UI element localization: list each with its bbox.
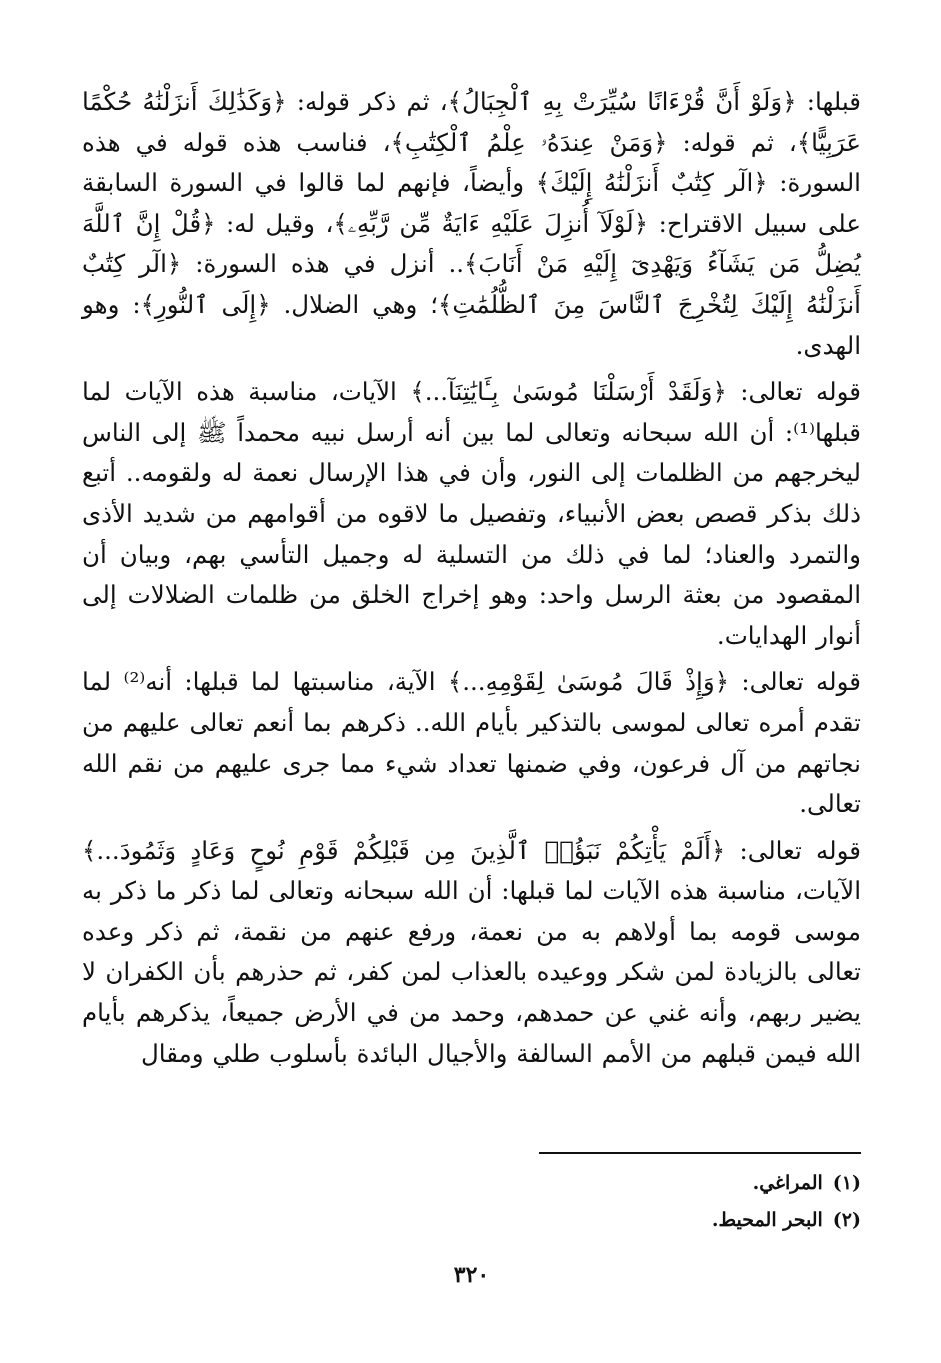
- footnote-2-text: البحر المحيط.: [711, 1209, 823, 1231]
- paragraph-2: قوله تعالى: ﴿وَلَقَدْ أَرْسَلْنَا مُوسَىٰ بِـَٔايَٰتِنَآ...﴾ الآيات، مناسبة هذه الآيات لما قبلها⁽¹⁾: أن الله سبحانه وتعالى لما بين أنه أرسل نبيه محمداً ﷺ إلى الناس ليخرجهم من الظلمات إلى النور، وأن في هذا الإرسال نعمة له ولقومه.. أتبع ذلك بذكر قصص بعض الأنبياء، وتفصيل ما لاقوه من أقوامهم من شديد الأذى والتمرد والعناد؛ لما في ذلك من التسلية له وجميل التأسي بهم، وبيان أن المقصود من بعثة الرسل واحد: وهو إخراج الخلق من ظلمات الضلالات إلى أنوار الهدايات.: [82, 377, 861, 650]
- footnote-1: [461, 1165, 861, 1202]
- paragraph-1: قبلها: ﴿وَلَوْ أَنَّ قُرْءَانًا سُيِّرَتْ بِهِ ٱلْجِبَالُ﴾، ثم ذكر قوله: ﴿وَكَذَٰلِكَ أَنزَلْنَٰهُ حُكْمًا عَرَبِيًّا﴾، ثم قوله: ﴿وَمَنْ عِندَهُۥ عِلْمُ ٱلْكِتَٰبِ﴾، فناسب هذه قوله في هذه السورة: ﴿الٓر كِتَٰبٌ أَنزَلْنَٰهُ إِلَيْكَ﴾ وأيضاً، فإنهم لما قالوا في السورة السابقة على سبيل الاقتراح: ﴿لَوْلَآ أُنزِلَ عَلَيْهِ ءَايَةٌ مِّن رَّبِّهِۦ﴾، وقيل له: ﴿قُلْ إِنَّ ٱللَّهَ يُضِلُّ مَن يَشَآءُ وَيَهْدِىٓ إِلَيْهِ مَنْ أَنَابَ﴾.. أنزل في هذه السورة: ﴿الٓر كِتَٰبٌ أَنزَلْنَٰهُ إِلَيْكَ لِتُخْرِجَ ٱلنَّاسَ مِنَ ٱلظُّلُمَٰتِ﴾؛ وهي الضلال. ﴿إِلَى ٱلنُّورِ﴾: وهو الهدى.: [82, 87, 861, 360]
- footnote-separator: [539, 1152, 861, 1154]
- book-page: [82, 82, 861, 1342]
- footnote-2-number: (٢): [832, 1209, 861, 1231]
- footnote-2: [461, 1202, 861, 1239]
- page-number: ٣٢٠: [453, 1262, 490, 1288]
- paragraph-3: قوله تعالى: ﴿وَإِذْ قَالَ مُوسَىٰ لِقَوْمِهِ...﴾ الآية، مناسبتها لما قبلها: أنه⁽²⁾ لما تقدم أمره تعالى لموسى بالتذكير بأيام الله.. ذكرهم بما أنعم تعالى عليهم من نجاتهم من آل فرعون، وفي ضمنها تعداد شيء مما جرى عليهم من نقم الله تعالى.: [82, 667, 861, 819]
- footnote-1-number: (١): [832, 1172, 861, 1194]
- paragraph-4: قوله تعالى: ﴿أَلَمْ يَأْتِكُمْ نَبَؤُا۟ ٱلَّذِينَ مِن قَبْلِكُمْ قَوْمِ نُوحٍ وَعَادٍ وَثَمُودَ...﴾ الآيات، مناسبة هذه الآيات لما قبلها: أن الله سبحانه وتعالى لما ذكر ما ذكر به موسى قومه بما أولاهم به من نعمة، ورفع عنهم من نقمة، ثم ذكر وعده تعالى بالزيادة لمن شكر ووعيده بالعذاب لمن كفر، ثم حذرهم بأن الكفران لا يضير ربهم، وأنه غني عن حمدهم، وحمد من في الأرض جميعاً، يذكرهم بأيام الله فيمن قبلهم من الأمم السالفة والأجيال البائدة بأسلوب طلي ومقال: [82, 835, 861, 1068]
- footnotes: [461, 1165, 861, 1239]
- footnote-1-text: المراغي.: [752, 1172, 823, 1194]
